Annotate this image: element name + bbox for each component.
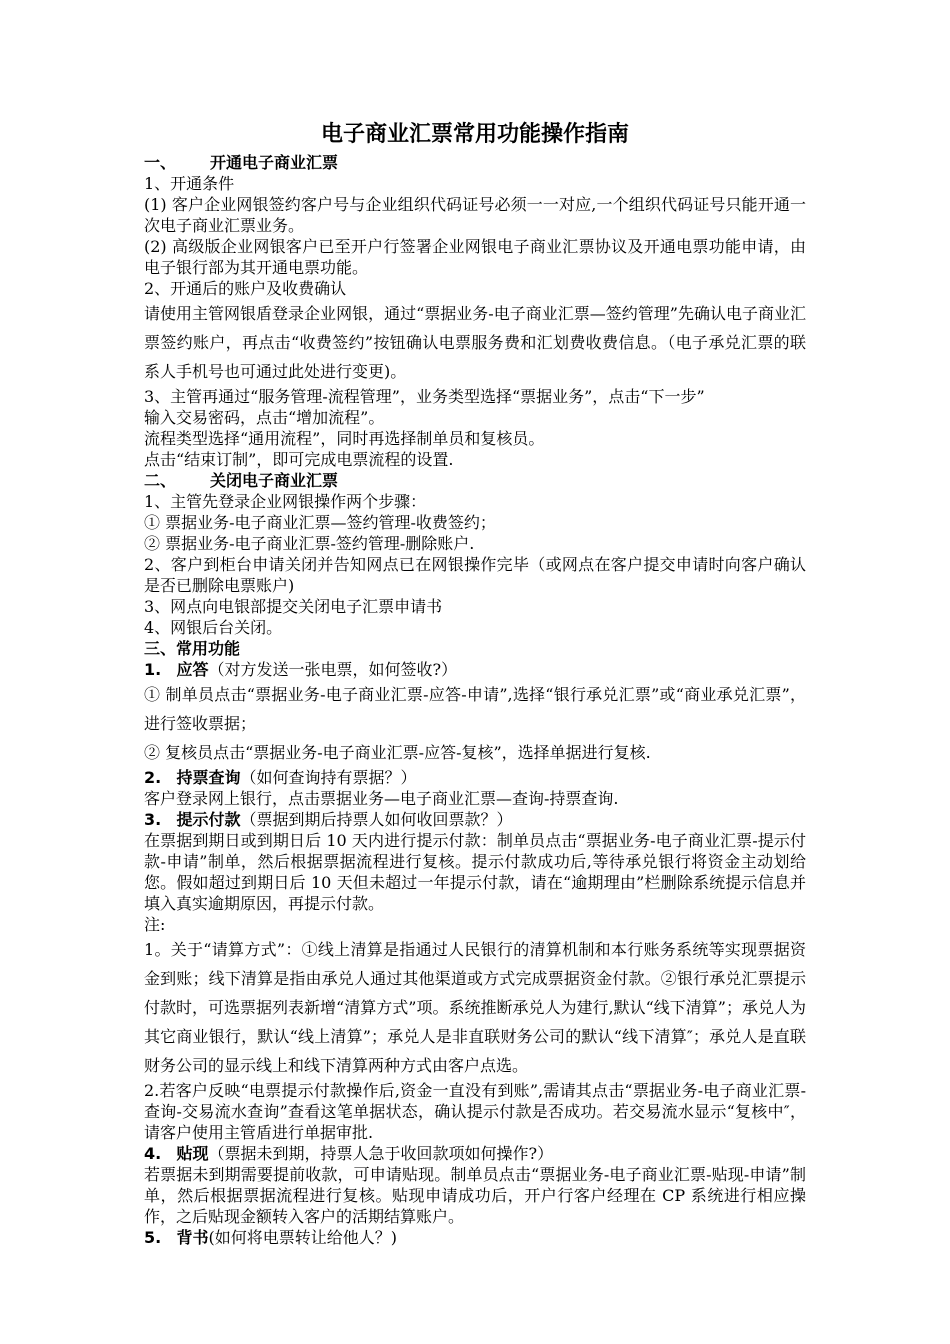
function-name: 持票查询 xyxy=(176,768,241,787)
document-page xyxy=(144,120,806,1248)
paragraph: (1) 客户企业网银签约客户号与企业组织代码证号必须一一对应,一个组织代码证号只能开通一次电子商业汇票业务。 xyxy=(144,195,806,235)
section-title: 开通电子商业汇票 xyxy=(210,153,339,172)
function-question: （如何查询持有票据？） xyxy=(240,768,417,787)
paragraph: 请使用主管网银盾登录企业网银，通过“票据业务-电子商业汇票—签约管理”先确认电子商业汇票签约账户，再点击“收费签约”按钮确认电票服务费和汇划费收费信息。（电子承兑汇票的联系人手机号也可通过此处进行变更)。 xyxy=(144,304,806,381)
paragraph: ① 票据业务-电子商业汇票—签约管理-收费签约； xyxy=(144,513,496,532)
function-heading xyxy=(144,659,806,680)
function-name: 应答 xyxy=(176,660,209,679)
function-number: 2. xyxy=(144,768,162,787)
paragraph: 4、网银后台关闭。 xyxy=(144,618,283,637)
function-heading xyxy=(144,809,806,830)
document-title: 电子商业汇票常用功能操作指南 xyxy=(320,122,629,147)
function-name: 背书 xyxy=(176,1228,209,1247)
paragraph: 2.若客户反映“电票提示付款操作后,资金一直没有到账”,需请其点击“票据业务-电子商业汇票-查询-交易流水查询”查看这笔单据状态，确认提示付款是否成功。若交易流水显示“复核中″，请客户使用主管盾进行单据审批. xyxy=(144,1081,806,1142)
section-3-heading: 三、常用功能 xyxy=(144,639,241,658)
section-1-heading xyxy=(144,152,806,173)
section-number: 一、 xyxy=(144,153,177,172)
paragraph: (2) 高级版企业网银客户已至开户行签署企业网银电子商业汇票协议及开通电票功能申请，由电子银行部为其开通电票功能。 xyxy=(144,237,806,277)
paragraph: 2、开通后的账户及收费确认 xyxy=(144,279,347,298)
function-name: 提示付款 xyxy=(176,810,241,829)
paragraph: 点击“结束订制”，即可完成电票流程的设置. xyxy=(144,450,454,469)
function-number: 3. xyxy=(144,810,162,829)
function-name: 贴现 xyxy=(176,1144,209,1163)
paragraph: ② 票据业务-电子商业汇票-签约管理-删除账户. xyxy=(144,534,475,553)
function-question: （票据未到期，持票人急于收回款项如何操作?） xyxy=(208,1144,554,1163)
note-label: 注: xyxy=(144,915,166,934)
function-question: （对方发送一张电票，如何签收?） xyxy=(208,660,458,679)
paragraph: ① 制单员点击“票据业务-电子商业汇票-应答-申请”,选择“银行承兑汇票”或“商业承兑汇票”，进行签收票据； xyxy=(144,685,806,733)
paragraph: 3、网点向电银部提交关闭电子汇票申请书 xyxy=(144,597,443,616)
function-question: （票据到期后持票人如何收回票款？） xyxy=(240,810,513,829)
paragraph: 1、主管先登录企业网银操作两个步骤： xyxy=(144,492,427,511)
paragraph: 1。关于“请算方式”：①线上清算是指通过人民银行的清算机制和本行账务系统等实现票据资金到账；线下清算是指由承兑人通过其他渠道或方式完成票据资金付款。②银行承兑汇票提示付款时，可选票据列表新增“清算方式”项。系统推断承兑人为建行,默认“线下清算”；承兑人为其它商业银行，默认“线上清算”；承兑人是非直联财务公司的默认“线下清算″；承兑人是直联财务公司的显示线上和线下清算两种方式由客户点选。 xyxy=(144,940,806,1075)
paragraph: 若票据未到期需要提前收款，可申请贴现。制单员点击“票据业务-电子商业汇票-贴现-申请”制单，然后根据票据流程进行复核。贴现申请成功后，开户行客户经理在 CP 系统进行相应操作，之后贴现金额转入客户的活期结算账户。 xyxy=(144,1165,806,1226)
paragraph: 1、开通条件 xyxy=(144,174,235,193)
function-heading xyxy=(144,1227,806,1248)
paragraph: 在票据到期日或到期日后 10 天内进行提示付款：制单员点击“票据业务-电子商业汇票-提示付款-申请”制单，然后根据票据流程进行复核。提示付款成功后,等待承兑银行将资金主动划给您。假如超过到期日后 10 天但未超过一年提示付款，请在“逾期理由”栏删除系统提示信息并填入真实逾期原因，再提示付款。 xyxy=(144,831,806,913)
section-title: 关闭电子商业汇票 xyxy=(210,471,339,490)
paragraph: 流程类型选择“通用流程”，同时再选择制单员和复核员。 xyxy=(144,429,545,448)
paragraph: 3、主管再通过“服务管理-流程管理”，业务类型选择“票据业务”，点击“下一步” xyxy=(144,387,705,406)
function-question: (如何将电票转让给他人？) xyxy=(208,1228,397,1247)
function-heading xyxy=(144,767,806,788)
function-number: 1. xyxy=(144,660,162,679)
function-number: 4. xyxy=(144,1144,162,1163)
paragraph: 客户登录网上银行，点击票据业务—电子商业汇票—查询-持票查询. xyxy=(144,789,619,808)
paragraph: ② 复核员点击“票据业务-电子商业汇票-应答-复核”，选择单据进行复核. xyxy=(144,743,651,762)
function-heading xyxy=(144,1143,806,1164)
section-number: 二、 xyxy=(144,471,177,490)
paragraph: 2、客户到柜台申请关闭并告知网点已在网银操作完毕（或网点在客户提交申请时向客户确认是否已删除电票账户) xyxy=(144,555,806,595)
function-number: 5. xyxy=(144,1228,162,1247)
paragraph: 输入交易密码，点击“增加流程”。 xyxy=(144,408,385,427)
section-2-heading xyxy=(144,470,806,491)
